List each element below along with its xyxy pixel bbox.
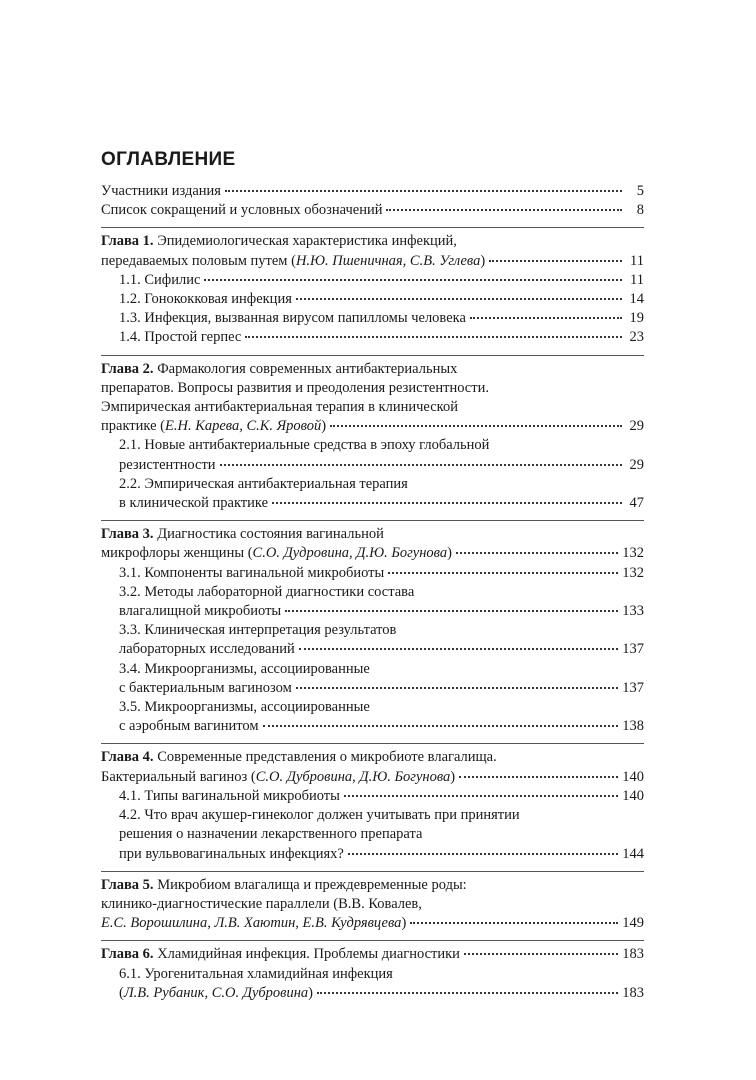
entry-title: Е.С. Ворошилина, Л.В. Хаютин, Е.В. Кудрявцева) xyxy=(101,915,407,932)
toc-chapter-entry xyxy=(101,876,644,934)
entry-authors: С.О. Дубровина, Д.Ю. Богунова xyxy=(255,768,451,785)
entry-text: с бактериальным вагинозом xyxy=(119,679,292,696)
entry-text: Микробиом влагалища и преждевременные роды: xyxy=(157,876,467,893)
toc-entry-last-line xyxy=(101,768,644,787)
dot-leader xyxy=(204,279,622,281)
toc-section-entry xyxy=(101,621,644,659)
page-number: 138 xyxy=(622,718,644,735)
dot-leader xyxy=(330,425,622,427)
toc-entry-last-line xyxy=(119,679,644,698)
page-number: 137 xyxy=(622,679,644,696)
entry-text: при вульвовагинальных инфекциях? xyxy=(119,845,344,862)
dot-leader xyxy=(456,552,618,554)
toc-chapter-entry xyxy=(101,525,644,563)
dot-leader xyxy=(220,464,622,466)
entry-authors: С.О. Дудровина, Д.Ю. Богунова xyxy=(252,545,448,562)
toc-entry-last-line xyxy=(119,602,644,621)
chapter-divider xyxy=(101,743,644,744)
toc-entry-last-line xyxy=(119,309,644,328)
toc-entry-line xyxy=(119,698,644,717)
toc-entry-line xyxy=(101,525,644,544)
entry-title xyxy=(119,640,295,659)
toc-section-entry xyxy=(101,787,644,806)
page-number: 140 xyxy=(622,768,644,785)
toc-entry-line xyxy=(101,876,644,895)
page-number: 149 xyxy=(622,915,644,932)
entry-title: практике (Е.Н. Карева, С.К. Яровой) xyxy=(101,418,327,435)
toc-section-entry xyxy=(101,698,644,736)
toc-entry-line xyxy=(119,436,644,455)
dot-leader xyxy=(470,317,622,319)
chapter-label: Глава 5. xyxy=(101,876,158,893)
entry-text: резистентности xyxy=(119,456,216,473)
entry-text: практике xyxy=(101,418,157,435)
entry-text: Хламидийная инфекция. Проблемы диагностики xyxy=(157,946,460,963)
entry-text: 4.1. Типы вагинальной микробиоты xyxy=(119,787,340,804)
dot-leader xyxy=(388,572,618,574)
entry-title xyxy=(119,456,216,475)
toc-entry-last-line xyxy=(119,456,644,475)
toc-section-entry xyxy=(101,271,644,290)
entry-title: микрофлоры женщины (С.О. Дудровина, Д.Ю. Богунова) xyxy=(101,545,452,562)
entry-text: 3.1. Компоненты вагинальной микробиоты xyxy=(119,564,385,581)
entry-text: 1.4. Простой герпес xyxy=(119,329,242,346)
page-number: 29 xyxy=(629,418,644,435)
toc-section-entry xyxy=(101,806,644,864)
entry-text: Эпидемиологическая характеристика инфекций, xyxy=(157,233,457,250)
entry-text: 3.2. Методы лабораторной диагностики состава xyxy=(119,583,415,600)
entry-title xyxy=(119,494,268,513)
toc-entry-last-line xyxy=(119,845,644,864)
entry-text: 6.1. Урогенитальная хламидийная инфекция xyxy=(119,965,393,982)
page-number: 5 xyxy=(636,183,644,199)
toc-entry-line xyxy=(119,806,644,825)
entry-text: Список сокращений и условных обозначений xyxy=(101,202,383,219)
entry-title: (Л.В. Рубаник, С.О. Дубровина) xyxy=(119,984,314,1001)
entry-title xyxy=(119,564,384,583)
page-number: 183 xyxy=(622,984,644,1001)
page-number: 137 xyxy=(622,641,644,658)
toc-entry xyxy=(101,182,644,201)
entry-text: 3.3. Клиническая интерпретация результатов xyxy=(119,622,397,639)
dot-leader xyxy=(317,992,618,994)
toc-section-entry xyxy=(101,564,644,583)
entry-text: 1.1. Сифилис xyxy=(119,271,201,288)
entry-authors: Н.Ю. Пшеничная, С.В. Углева xyxy=(295,252,481,269)
entry-text: Бактериальный вагиноз xyxy=(101,768,248,785)
toc-chapter-entry xyxy=(101,945,644,964)
dot-leader xyxy=(272,502,622,504)
dot-leader xyxy=(225,190,622,192)
toc-entry-line xyxy=(101,232,644,251)
entry-text: Современные представления о микробиоте влагалища. xyxy=(157,749,497,766)
entry-title xyxy=(101,182,221,201)
entry-title: передаваемых половым путем (Н.Ю. Пшеничная, С.В. Углева) xyxy=(101,252,486,269)
toc-section-entry xyxy=(101,583,644,621)
toc-entry-last-line xyxy=(101,417,644,436)
page-number: 144 xyxy=(622,845,644,862)
entry-text: Фармакология современных антибактериальных xyxy=(157,360,458,377)
toc-chapter-entry xyxy=(101,232,644,270)
toc-entry-line xyxy=(119,475,644,494)
toc-entry-line xyxy=(101,379,644,398)
toc-chapter-entry xyxy=(101,748,644,786)
page-number: 183 xyxy=(622,946,644,963)
dot-leader xyxy=(245,336,622,338)
chapter-label: Глава 6. xyxy=(101,946,158,963)
toc-entry-line xyxy=(101,398,644,417)
dot-leader xyxy=(296,298,622,300)
entry-title xyxy=(119,602,281,621)
chapter-label: Глава 2. xyxy=(101,360,158,377)
entry-text: влагалищной микробиоты xyxy=(119,603,282,620)
dot-leader xyxy=(344,795,618,797)
toc-entry-last-line xyxy=(101,945,644,964)
toc-section-entry xyxy=(101,436,644,474)
entry-title xyxy=(101,201,382,220)
dot-leader xyxy=(348,853,618,855)
dot-leader xyxy=(263,725,619,727)
toc-entry-line xyxy=(101,748,644,767)
page-number: 140 xyxy=(622,787,644,804)
chapter-label: Глава 1. xyxy=(101,233,158,250)
entry-text: Участники издания xyxy=(101,183,221,199)
chapter-divider xyxy=(101,940,644,941)
toc-section-entry xyxy=(101,290,644,309)
chapter-divider xyxy=(101,871,644,872)
entry-text: передаваемых половым путем xyxy=(101,252,288,269)
page-number: 47 xyxy=(629,495,644,512)
toc-entry-line xyxy=(119,583,644,602)
toc-entry-line xyxy=(101,360,644,379)
toc-entry-last-line xyxy=(119,271,644,290)
entry-title xyxy=(119,290,292,309)
entry-text: лабораторных исследований xyxy=(119,641,295,658)
entry-title: Бактериальный вагиноз (С.О. Дубровина, Д.Ю. Богунова) xyxy=(101,768,456,785)
entry-title xyxy=(119,845,344,864)
entry-title xyxy=(119,717,259,736)
dot-leader xyxy=(285,610,618,612)
toc-entry-line xyxy=(119,825,644,844)
entry-authors: Е.С. Ворошилина, Л.В. Хаютин, Е.В. Кудрявцева xyxy=(101,915,402,932)
page-number: 11 xyxy=(630,271,644,288)
toc-chapter-entry xyxy=(101,360,644,437)
toc-section-entry xyxy=(101,309,644,328)
entry-text: Диагностика состояния вагинальной xyxy=(157,526,384,543)
page-number: 8 xyxy=(636,202,644,219)
dot-leader xyxy=(410,922,618,924)
entry-authors: Л.В. Рубаник, С.О. Дубровина xyxy=(123,984,309,1001)
toc-entry-line xyxy=(119,621,644,640)
toc-entry-last-line xyxy=(119,328,644,347)
entry-text: Эмпирическая антибактериальная терапия в клинической xyxy=(101,399,458,416)
dot-leader xyxy=(464,953,618,955)
toc-section-entry xyxy=(101,965,644,1003)
page-number: 132 xyxy=(622,564,644,581)
entry-title xyxy=(119,271,200,290)
toc-entry-last-line xyxy=(119,640,644,659)
toc-entry-last-line xyxy=(119,290,644,309)
toc-entry xyxy=(101,201,644,220)
toc-entry-last-line xyxy=(119,494,644,513)
toc-entry-line xyxy=(119,660,644,679)
toc-entry-last-line xyxy=(119,717,644,736)
chapter-divider xyxy=(101,227,644,228)
chapter-label: Глава 3. xyxy=(101,526,158,543)
dot-leader xyxy=(489,260,622,262)
toc-section-entry xyxy=(101,660,644,698)
entry-text: клинико-диагностические параллели (В.В. Ковалев, xyxy=(101,895,422,912)
entry-title xyxy=(119,328,241,347)
entry-authors: Е.Н. Карева, С.К. Яровой xyxy=(164,418,322,435)
chapter-divider xyxy=(101,520,644,521)
page-number: 19 xyxy=(629,310,644,327)
dot-leader xyxy=(459,776,618,778)
entry-text: микрофлоры женщины xyxy=(101,545,245,562)
toc-entry-last-line xyxy=(101,182,644,201)
entry-title xyxy=(101,945,460,964)
entry-text: 3.5. Микроорганизмы, ассоциированные xyxy=(119,699,370,716)
entry-text: 2.1. Новые антибактериальные средства в эпоху глобальной xyxy=(119,437,490,454)
toc-entry-last-line xyxy=(101,544,644,563)
entry-text: 3.4. Микроорганизмы, ассоциированные xyxy=(119,660,370,677)
toc-section-entry xyxy=(101,328,644,347)
chapter-label: Глава 4. xyxy=(101,749,158,766)
toc-section-entry xyxy=(101,475,644,513)
toc-entries xyxy=(101,182,644,1003)
page-number: 11 xyxy=(630,252,644,269)
entry-text: препаратов. Вопросы развития и преодоления резистентности. xyxy=(101,379,489,396)
toc-entry-last-line xyxy=(119,984,644,1003)
entry-text: 1.2. Гонококковая инфекция xyxy=(119,291,292,308)
toc-entry-line xyxy=(119,965,644,984)
dot-leader xyxy=(296,687,618,689)
entry-title xyxy=(119,679,292,698)
entry-text: решения о назначении лекарственного препарата xyxy=(119,826,423,843)
toc-entry-last-line xyxy=(119,787,644,806)
entry-text: 2.2. Эмпирическая антибактериальная терапия xyxy=(119,475,408,492)
toc-entry-last-line xyxy=(101,914,644,933)
toc-entry-last-line xyxy=(101,201,644,220)
toc-heading: ОГЛАВЛЕНИЕ xyxy=(101,149,236,170)
entry-text: 1.3. Инфекция, вызванная вирусом папилломы человека xyxy=(119,310,466,327)
entry-title xyxy=(119,309,466,328)
page-number: 14 xyxy=(629,291,644,308)
table-of-contents xyxy=(101,148,644,1003)
page-number: 133 xyxy=(622,603,644,620)
dot-leader xyxy=(386,209,622,211)
chapter-divider xyxy=(101,355,644,356)
toc-entry-last-line xyxy=(119,564,644,583)
entry-text: 4.2. Что врач акушер-гинеколог должен учитывать при принятии xyxy=(119,807,520,824)
page-number: 132 xyxy=(622,545,644,562)
page-number: 29 xyxy=(629,456,644,473)
entry-text: с аэробным вагинитом xyxy=(119,718,259,735)
toc-entry-last-line xyxy=(101,252,644,271)
toc-entry-line xyxy=(101,895,644,914)
page-number: 23 xyxy=(629,329,644,346)
entry-title xyxy=(119,787,340,806)
dot-leader xyxy=(299,648,619,650)
entry-text: в клинической практике xyxy=(119,495,269,512)
